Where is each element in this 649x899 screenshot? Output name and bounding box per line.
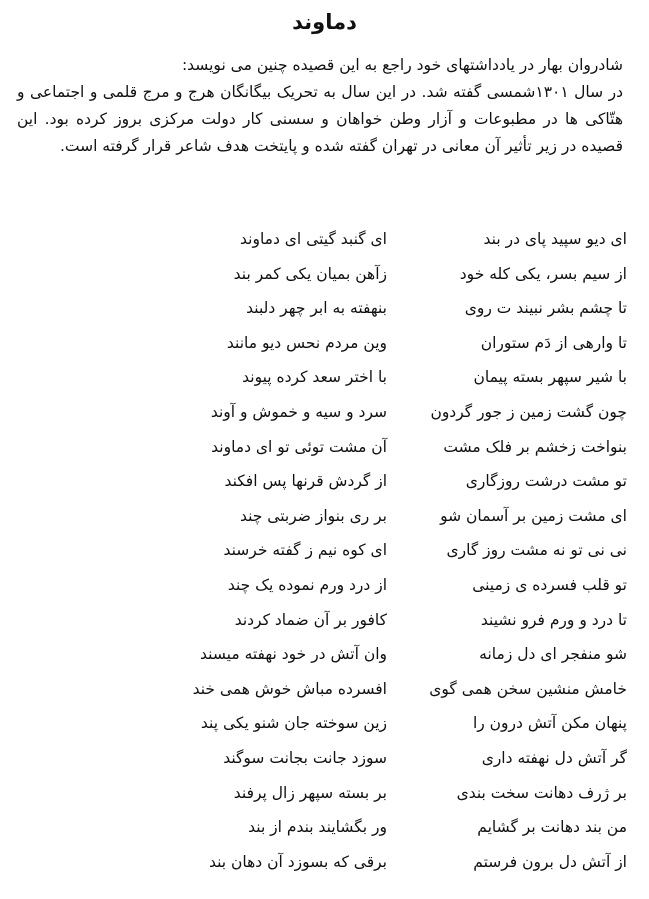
verse-second-hemistich: بر بسته سپهر زال پرفند — [233, 783, 387, 802]
verse-second-hemistich: از درد ورم نموده یک چند — [227, 575, 387, 594]
verse-first-hemistich: چون گشت زمین ز جور گردون — [430, 402, 627, 421]
intro-line: شادروان بهار در یادداشتهای خود راجع به این قصیده چنین می نویسد: — [181, 56, 623, 74]
verse-first-hemistich: تو مشت درشت روزگاری — [465, 472, 627, 491]
verse-second-hemistich: بر ری بنواز ضربتی چند — [239, 506, 387, 525]
verse — [197, 395, 627, 430]
verse-second-hemistich: افسرده مباش خوش همی خند — [192, 679, 387, 698]
verse-first-hemistich: من بند دهانت بر گشایم — [477, 818, 627, 837]
verse-first-hemistich: بر ژرف دهانت سخت بندی — [456, 783, 627, 802]
intro-text — [17, 52, 623, 160]
verse-second-hemistich: ور بگشایند بندم از بند — [248, 818, 387, 837]
verse-second-hemistich: ای کوه نیم ز گفته خرسند — [223, 541, 387, 560]
verse — [197, 464, 627, 499]
verse-second-hemistich: برقی که بسوزد آن دهان بند — [208, 852, 387, 871]
verse-first-hemistich: پنهان مکن آتش درون را — [472, 714, 627, 733]
verse-second-hemistich: با اختر سعد کرده پیوند — [242, 368, 387, 387]
intro-paragraph: در سال ۱۳۰۱شمسی گفته شد. در این سال به تحریک بیگانگان هرج و مرج قلمی و اجتماعی و هتّاکی ها در مطبوعات و آزار وطن خواهان و سسنی کار دولت مرکزی بروز کرده بود. این قصیده در زیر تأثیر آن معانی در تهران گفته شده و پایتخت هدف شاعر قرار گرفته است. — [17, 83, 623, 155]
verse-second-hemistich: سوزد جانت بجانت سوگند — [223, 748, 387, 767]
verse-second-hemistich: زین سوخته جان شنو یکی پند — [200, 714, 387, 733]
verse — [197, 257, 627, 292]
verse-second-hemistich: ای گنبد گیتی ای دماوند — [240, 230, 387, 248]
poem-body — [192, 222, 627, 879]
verse — [197, 776, 627, 811]
verse — [197, 637, 627, 672]
verse — [197, 706, 627, 741]
verse-first-hemistich: از آتش دل برون فرستم — [473, 852, 627, 871]
verse-first-hemistich: نی نی تو نه مشت روز گاری — [446, 541, 627, 560]
verse-second-hemistich: از گردش قرنها پس افکند — [224, 472, 387, 491]
poem-title: دماوند — [292, 10, 357, 34]
verse — [197, 222, 627, 257]
verse — [197, 741, 627, 776]
verse-first-hemistich: ای دیو سپید پای در بند — [483, 230, 627, 248]
verse — [197, 533, 627, 568]
verse-first-hemistich: تا چشم بشر نبیند ت روی — [464, 299, 627, 318]
verse-first-hemistich: تو قلب فسرده ی زمینی — [472, 575, 627, 594]
verse-second-hemistich: آن مشت توئی تو ای دماوند — [211, 437, 387, 456]
verse — [197, 291, 627, 326]
verse-first-hemistich: تا وارهی از دَم ستوران — [480, 333, 627, 352]
verse — [197, 810, 627, 845]
verse-first-hemistich: بنواخت زخشم بر فلک مشت — [443, 437, 627, 456]
verse-second-hemistich: سرد و سیه و خموش و آوند — [210, 402, 387, 421]
verse — [197, 568, 627, 603]
verse-first-hemistich: از سیم بسر، یکی کله خود — [459, 264, 627, 283]
verse-first-hemistich: ای مشت زمین بر آسمان شو — [440, 506, 627, 525]
verse-second-hemistich: وان آتش در خود نهفته میسند — [200, 645, 387, 664]
verse-first-hemistich: با شیر سپهر بسته پیمان — [473, 368, 627, 387]
verse — [197, 326, 627, 361]
verse-second-hemistich: زآهن بمیان یکی کمر بند — [233, 264, 387, 283]
verse-first-hemistich: خامش منشین سخن همی گوی — [429, 679, 627, 698]
verse — [197, 499, 627, 534]
verse-second-hemistich: بنهفته به ابر چهر دلبند — [246, 299, 387, 318]
verse-first-hemistich: شو منفجر ای دل زمانه — [479, 645, 627, 664]
verse — [197, 845, 627, 880]
verse — [197, 430, 627, 465]
verse-first-hemistich: تا درد و ورم فرو نشیند — [480, 610, 627, 629]
verse — [192, 672, 627, 707]
verse — [197, 360, 627, 395]
verse-first-hemistich: گر آتش دل نهفته داری — [481, 748, 627, 767]
verse — [197, 603, 627, 638]
verse-second-hemistich: کافور بر آن ضماد کردند — [234, 610, 387, 629]
verse-second-hemistich: وین مردم نحس دیو مانند — [226, 333, 387, 352]
